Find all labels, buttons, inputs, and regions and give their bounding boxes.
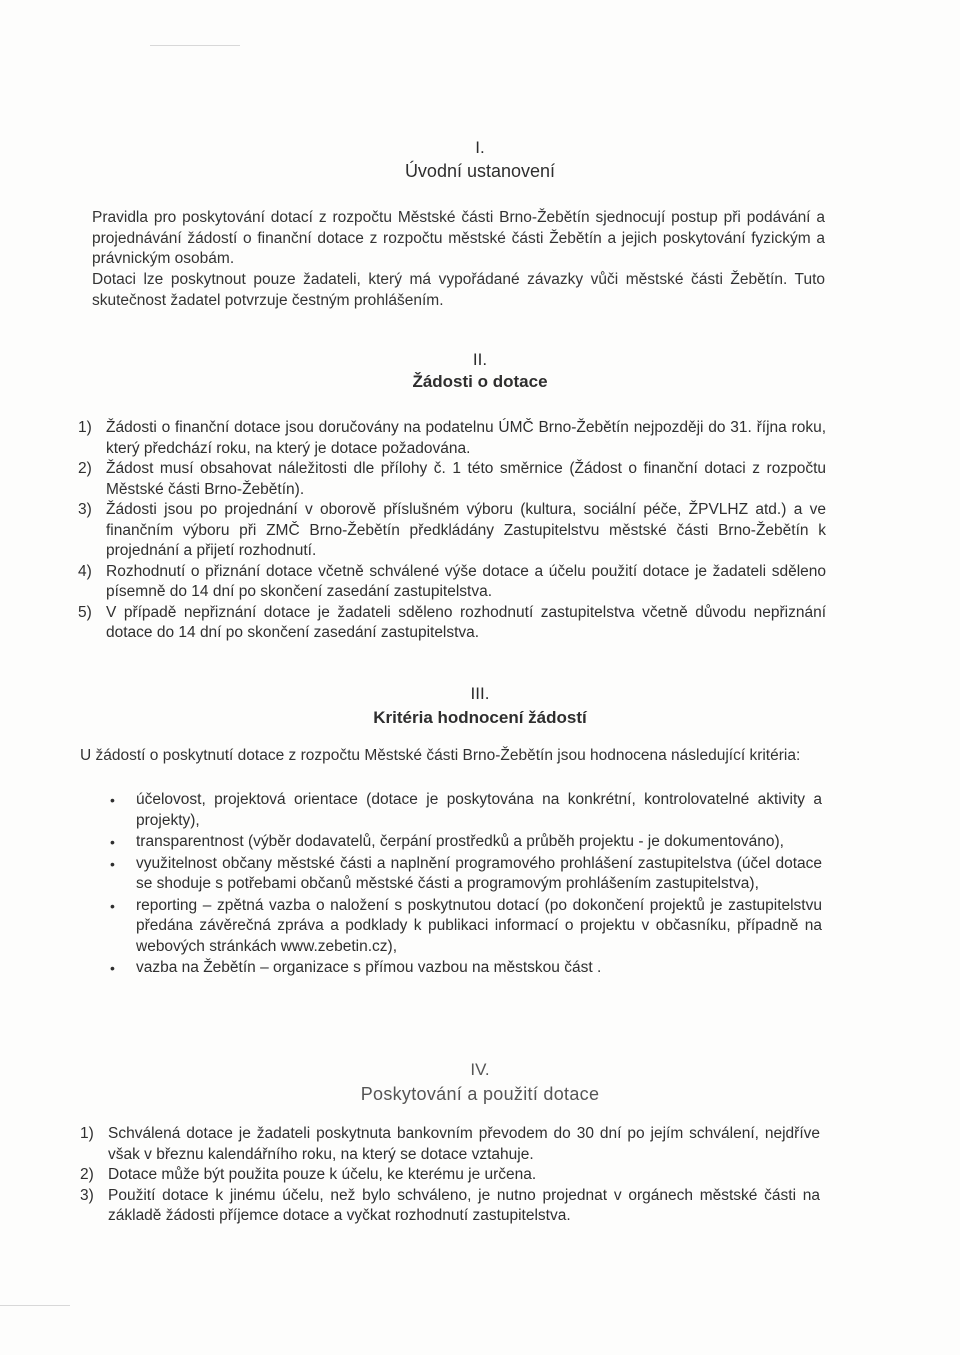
bullet-icon: • <box>110 792 115 808</box>
list-item <box>106 790 822 831</box>
section-2-number: II. <box>472 350 488 369</box>
scan-artifact-line <box>0 1305 70 1306</box>
item-text: Schválená dotace je žadateli poskytnuta bankovním převodem do 30 dní po jejím schválení, nejdříve však v březnu kalendářního roku, na který se dotace vztahuje. <box>108 1125 820 1163</box>
section-2-list <box>78 418 826 644</box>
item-number: 2) <box>78 460 92 477</box>
list-item <box>106 854 822 895</box>
bullet-icon: • <box>110 855 115 872</box>
section-1-paragraph-2: Dotaci lze poskytnout pouze žadateli, který má vypořádané závazky vůči městské části Žebětín. Tuto skutečnost žadatel potvrzuje čestným prohlášením. <box>92 271 825 309</box>
item-text: Použití dotace k jinému účelu, než bylo schváleno, je nutno projednat v orgánech městské části na základě žádosti příjemce dotace a vyčkat rozhodnutí zastupitelstva. <box>108 1186 820 1224</box>
list-item <box>80 1186 820 1227</box>
section-2 <box>0 350 960 393</box>
list-item <box>106 896 822 958</box>
item-text: V případě nepřiznání dotace je žadateli sděleno rozhodnutí zastupitelstva včetně důvodu nepřiznání dotace do 14 dní po skončení zasedání zastupitelstva. <box>106 603 826 641</box>
list-item <box>106 832 822 853</box>
section-4-heading: Poskytování a použití dotace <box>360 1084 600 1104</box>
section-1-heading: Úvodní ustanovení <box>404 161 556 181</box>
item-number: 3) <box>78 501 92 518</box>
item-number: 1) <box>80 1125 94 1142</box>
section-3-number: III. <box>470 684 490 703</box>
item-text: Rozhodnutí o přiznání dotace včetně schválené výše dotace a účelu použití dotace je žadateli sděleno písemně do 14 dní po skončení zasedání zastupitelstva. <box>106 562 826 600</box>
list-item <box>78 603 826 644</box>
item-number: 5) <box>78 603 92 621</box>
list-item <box>80 1165 820 1186</box>
section-3-heading: Kritéria hodnocení žádostí <box>373 708 587 727</box>
section-4-list <box>80 1124 820 1227</box>
item-text: reporting – zpětná vazba o naložení s poskytnutou dotací (po dokončení projektů je zastupitelstvu předána závěrečná zpráva a podklady k publikaci informací o projektu v občasníku, případně na webových stránkách www.zebetin.cz), <box>136 896 822 955</box>
item-number: 3) <box>80 1186 94 1204</box>
item-text: Dotace může být použita pouze k účelu, ke kterému je určena. <box>108 1166 537 1183</box>
item-text: Žádosti jsou po projednání v oborově příslušném výboru (kultura, sociální péče, ŽPVLHZ atd.) a ve finančním výboru při ZMČ Brno-Žebětín předkládány Zastupitelstvu městské části Brno-Žebětín k projednání a přijetí rozhodnutí. <box>106 501 826 559</box>
section-3-intro: U žádostí o poskytnutí dotace z rozpočtu Městské části Brno-Žebětín jsou hodnocena následující kritéria: <box>80 747 801 764</box>
item-text: transparentnost (výběr dodavatelů, čerpání prostředků a průběh projektu - je dokumentováno), <box>136 833 784 850</box>
section-3 <box>0 684 960 729</box>
item-text: Žádosti o finanční dotace jsou doručovány na podatelnu ÚMČ Brno-Žebětín nejpozději do 31. října roku, který předchází roku, na který je dotace požadována. <box>106 419 826 457</box>
list-item <box>78 562 826 603</box>
section-4-number: IV. <box>470 1060 490 1079</box>
list-item <box>80 1124 820 1165</box>
bullet-icon: • <box>110 834 115 850</box>
list-item <box>106 958 822 979</box>
section-4 <box>0 1060 960 1105</box>
section-2-heading: Žádosti o dotace <box>412 372 548 391</box>
item-text: vazba na Žebětín – organizace s přímou vazbou na městskou část . <box>136 959 602 976</box>
item-number: 2) <box>80 1166 94 1183</box>
list-item <box>78 459 826 500</box>
item-text: Žádost musí obsahovat náležitosti dle přílohy č. 1 této směrnice (Žádost o finanční dotaci z rozpočtu Městské části Brno-Žebětín). <box>106 460 826 498</box>
section-1 <box>0 138 960 182</box>
item-number: 1) <box>78 419 92 436</box>
item-number: 4) <box>78 562 92 580</box>
bullet-icon: • <box>110 960 115 976</box>
item-text: využitelnost občany městské části a naplnění programového prohlášení zastupitelstva (účel dotace se shoduje s potřebami občanů městské části a programovým prohlášením zastupitelstva), <box>136 854 822 892</box>
list-item <box>78 418 826 459</box>
bullet-icon: • <box>110 897 115 914</box>
section-3-criteria-list <box>106 790 822 980</box>
scan-artifact-line <box>150 45 240 46</box>
section-1-paragraph-1: Pravidla pro poskytování dotací z rozpočtu Městské části Brno-Žebětín sjednocují postup při podávání a projednávání žádostí o finanční dotace z rozpočtu městské části Žebětín a jejich poskytování fyzickým a právnickým osobám. <box>92 209 825 267</box>
list-item <box>78 500 826 562</box>
item-text: účelovost, projektová orientace (dotace je poskytována na konkrétní, kontrolovatelné aktivity a projekty), <box>136 791 822 829</box>
section-1-number: I. <box>475 138 485 157</box>
